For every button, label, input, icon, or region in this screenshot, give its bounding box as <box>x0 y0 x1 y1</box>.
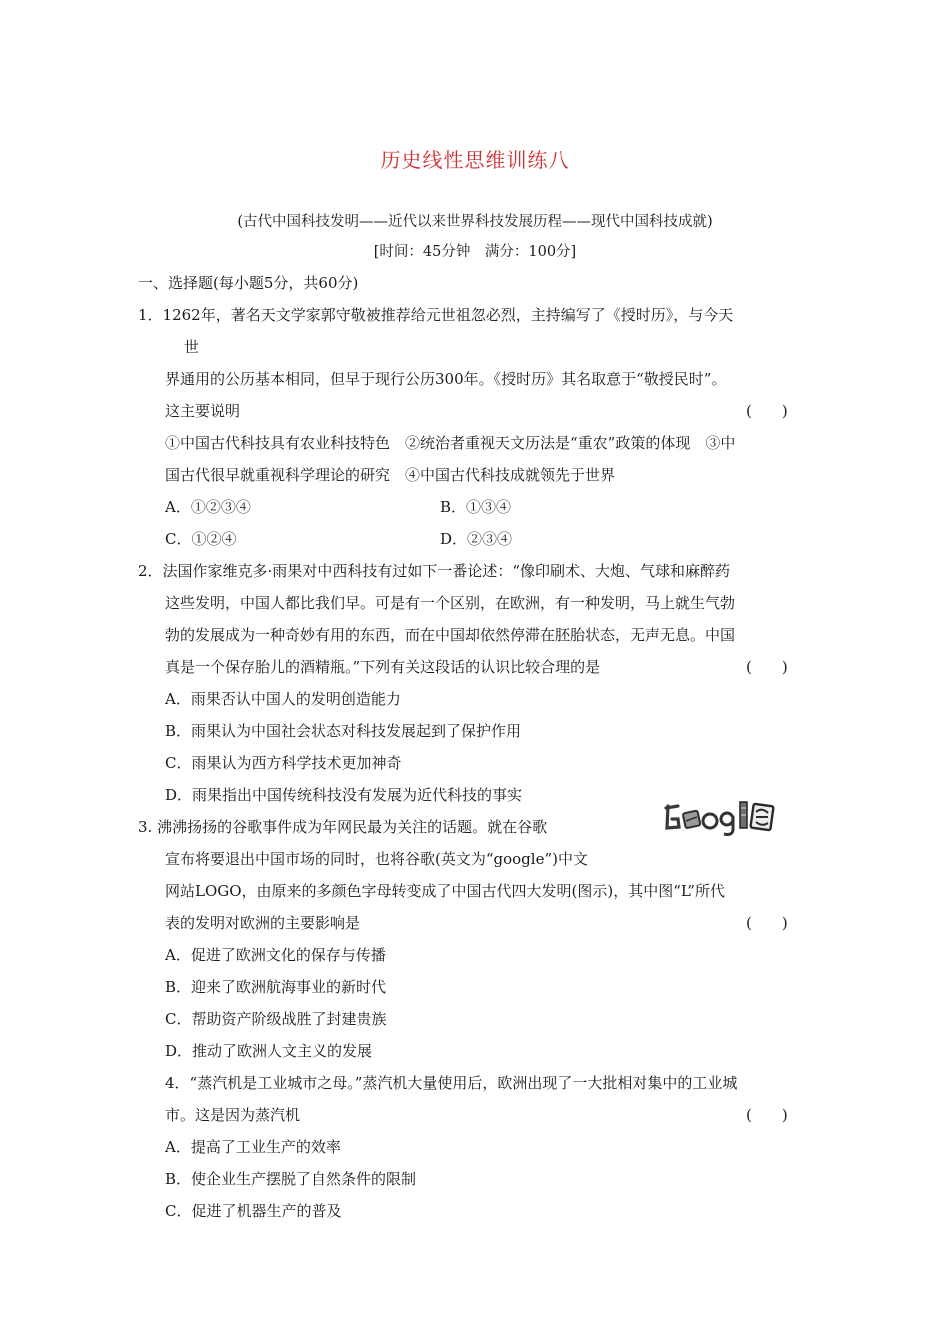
q2-option-d: D．雨果指出中国传统科技没有发展为近代科技的事实 <box>165 786 523 804</box>
q4-option-b: B．使企业生产摆脱了自然条件的限制 <box>165 1170 417 1188</box>
q1-line-4: 这主要说明 <box>165 402 241 420</box>
q1-option-b: B．①③④ <box>440 498 512 516</box>
q2-option-c: C．雨果认为西方科学技术更加神奇 <box>165 754 402 772</box>
page-title: 历史线性思维训练八 <box>380 148 570 172</box>
q3-line-1: 3. 沸沸扬扬的谷歌事件成为年网民最为关注的话题。就在谷歌 <box>138 818 548 836</box>
q1-option-c: C．①②④ <box>165 530 237 548</box>
q4-answer-blank: ( ) <box>746 1106 788 1124</box>
q4-line-2: 市。这是因为蒸汽机 <box>165 1106 301 1124</box>
section-heading: 一、选择题(每小题5分，共60分) <box>138 274 359 292</box>
subtitle: (古代中国科技发明——近代以来世界科技发展历程——现代中国科技成就) <box>237 214 713 230</box>
q3-line-3: 网站LOGO，由原来的多颜色字母转变成了中国古代四大发明(图示)，其中图“L”所代 <box>165 882 725 900</box>
q2-line-1: 2．法国作家维克多·雨果对中西科技有过如下一番论述：“像印刷术、大炮、气球和麻醉药 <box>138 562 730 580</box>
google-four-inventions-logo-image <box>662 796 780 838</box>
q4-option-a: A．提高了工业生产的效率 <box>165 1138 341 1156</box>
q1-line-5: ①中国古代科技具有农业科技特色 ②统治者重视天文历法是“重农”政策的体现 ③中 <box>165 434 736 452</box>
q4-line-1: 4．“蒸汽机是工业城市之母。”蒸汽机大量使用后，欧洲出现了一大批相对集中的工业城 <box>165 1074 738 1092</box>
q3-line-4: 表的发明对欧洲的主要影响是 <box>165 914 361 932</box>
q1-line-6: 国古代很早就重视科学理论的研究 ④中国古代科技成就领先于世界 <box>165 466 616 484</box>
q1-answer-blank: ( ) <box>746 402 788 420</box>
q1-line-2: 世 <box>184 338 200 356</box>
q4-option-c: C．促进了机器生产的普及 <box>165 1202 342 1220</box>
exam-meta: [时间：45分钟 满分：100分] <box>373 244 577 260</box>
q2-line-2: 这些发明，中国人都比我们早。可是有一个区别，在欧洲，有一种发明，马上就生气勃 <box>165 594 736 612</box>
q3-line-2: 宣布将要退出中国市场的同时，也将谷歌(英文为“google”)中文 <box>165 850 588 868</box>
q3-answer-blank: ( ) <box>746 914 788 932</box>
q2-line-4: 真是一个保存胎儿的酒精瓶。”下列有关这段话的认识比较合理的是 <box>165 658 601 676</box>
q1-line-1: 1．1262年，著名天文学家郭守敬被推荐给元世祖忽必烈，主持编写了《授时历》，与今天 <box>138 306 734 324</box>
q3-option-a: A．促进了欧洲文化的保存与传播 <box>165 946 386 964</box>
q2-option-a: A．雨果否认中国人的发明创造能力 <box>165 690 401 708</box>
q1-option-a: A．①②③④ <box>165 498 251 516</box>
q3-option-c: C．帮助资产阶级战胜了封建贵族 <box>165 1010 387 1028</box>
q2-line-3: 勃的发展成为一种奇妙有用的东西，而在中国却依然停滞在胚胎状态，无声无息。中国 <box>165 626 736 644</box>
q3-option-d: D．推动了欧洲人文主义的发展 <box>165 1042 373 1060</box>
q2-option-b: B．雨果认为中国社会状态对科技发展起到了保护作用 <box>165 722 522 740</box>
q3-option-b: B．迎来了欧洲航海事业的新时代 <box>165 978 387 996</box>
q2-answer-blank: ( ) <box>746 658 788 676</box>
q1-option-d: D．②③④ <box>440 530 513 548</box>
q1-line-3: 界通用的公历基本相同，但早于现行公历300年。《授时历》其名取意于“敬授民时”。 <box>165 370 727 388</box>
